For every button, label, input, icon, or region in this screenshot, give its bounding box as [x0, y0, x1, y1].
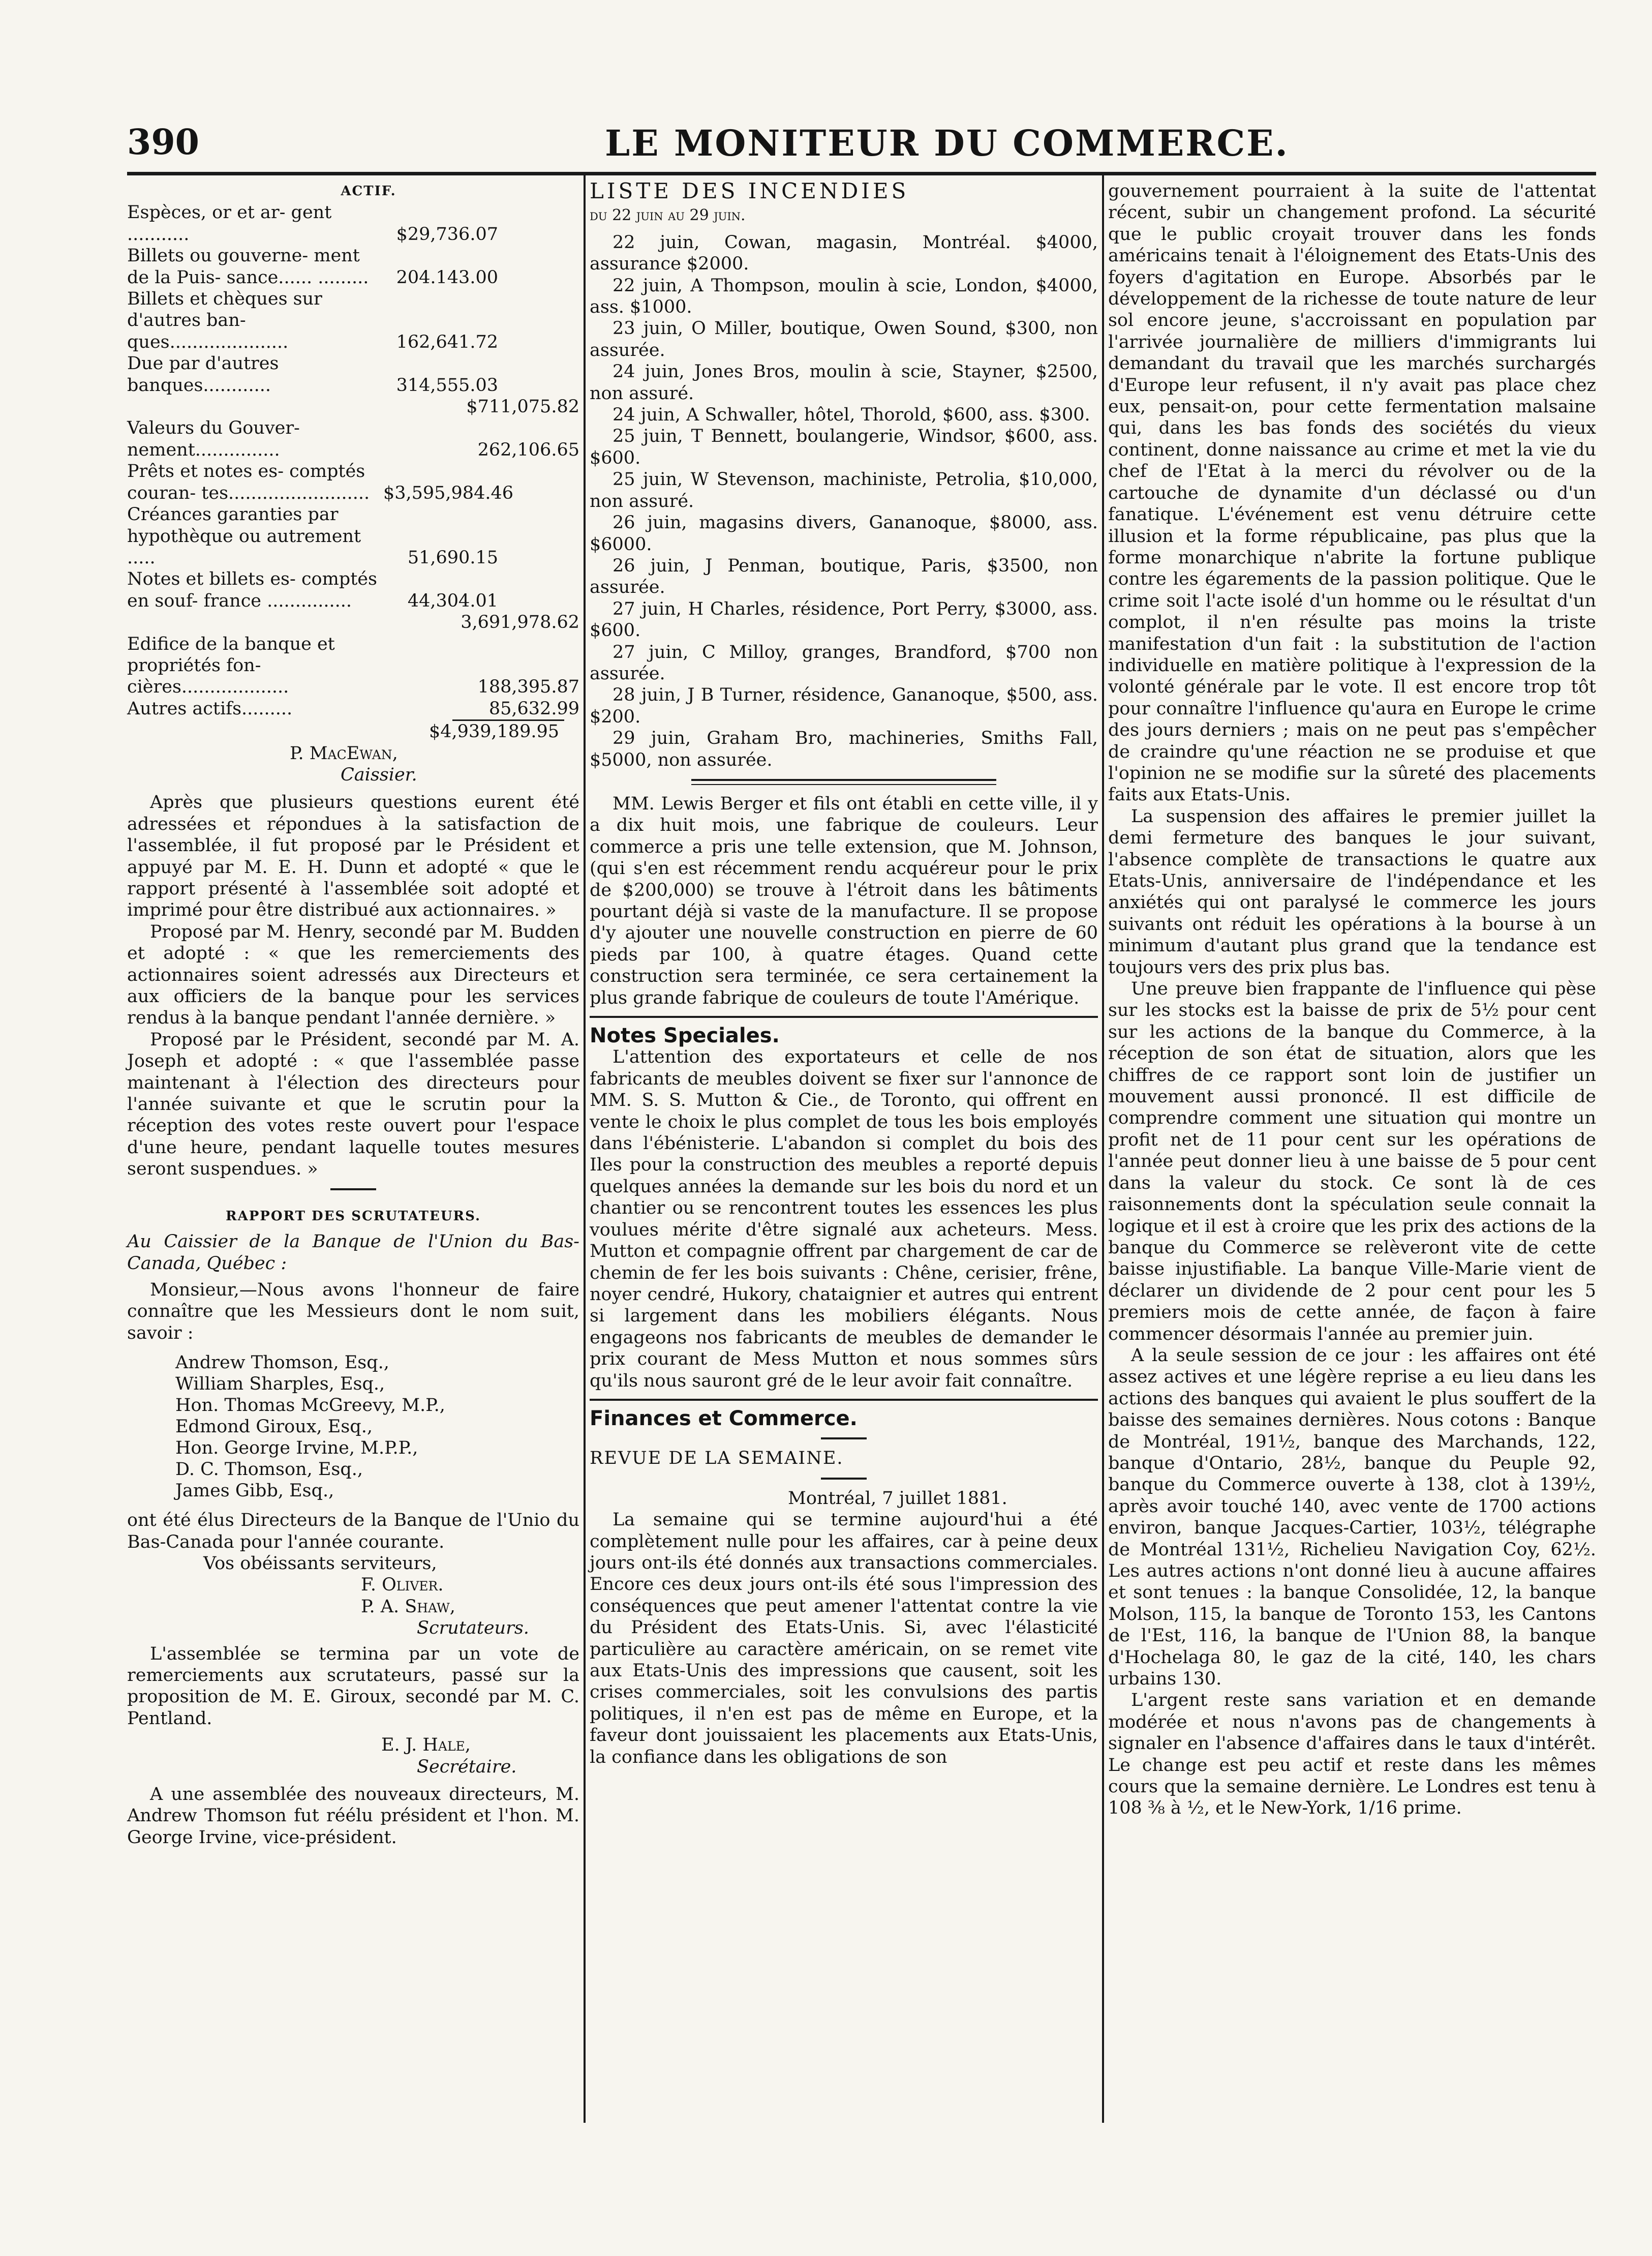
section-rule [821, 1478, 867, 1480]
newspaper-title: LE MONITEUR DU COMMERCE. [605, 122, 1289, 164]
section-rule [330, 1188, 376, 1190]
dateline: Montréal, 7 juillet 1881. [788, 1488, 1007, 1509]
column-2 [590, 178, 1098, 1768]
fire-entry: 27 juin, H Charles, résidence, Port Perry, $3000, ass. $600. [590, 598, 1098, 641]
column-1 [127, 181, 579, 1848]
notes-speciales-title: Notes Speciales. [590, 1024, 780, 1048]
signature-shaw: P. A. Shaw, [361, 1596, 455, 1617]
paragraph: gouvernement pourraient à la suite de l'attentat récent, subir un changement profond. La sécurité que le public croyait trouver dans les fonds américains tenait à l'éloignement des Etats-Unis des foyers d'agitation en Europe. Absorbés par le développement de la richesse de toute nature de leur sol encore jeune, s'accroissant en population par l'arrivée journalière de milliers d'immigrants lui demandant du travail que les marchés surchargés d'Europe leur refusent, il n'y avait pas place chez eux, pensait-on, pour cette fermentation malsaine qui, dans les bas fonds des sociétés du vieux continent, donne naissance au crime et met la vie du chef de l'Etat à la merci du révolver ou de la cartouche de dynamite d'un déclassé ou d'un fanatique. L'événement est venu détruire cette illusion et la forme républicaine, pas plus que la forme monarchique n'abrite la fortune publique contre les égarements de la passion politique. Que le crime soit l'acte isolé d'un homme ou le résultat d'un complot, il n'en résulte pas moins la triste manifestation d'un fait : la substitution de l'action individuelle en matière politique à l'expression de la volonté générale par le vote. Il est encore trop tôt pour connaître l'influence qu'aura en Europe le crime des jours derniers ; mais on ne peut pas s'empêcher de craindre qu'une réaction ne se produise et que l'opinion ne se modifie sur la sûreté des placements faits aux Etats-Unis. [1108, 181, 1596, 805]
paragraph: L'attention des exportateurs et celle de nos fabricants de meubles doivent se fixer sur l'annonce de MM. S. S. Mutton & Cie., de Toronto, qui offrent en vente le choix le plus complet de tous les bois employés dans l'ébénisterie. L'abandon si complet du bois des Iles pour la construction des meubles a reporté depuis quelques années la demande sur les bois du nord et un chantier ou se rencontrent toutes les essences les plus voulues mérite d'être signalé aux acheteurs. Mess. Mutton et compagnie offrent par chargement de car de chemin de fer les bois suivants : Chêne, cerisier, frêne, noyer cendré, Hukory, chataignier et autres qui entrent si largement dans les mobiliers élégants. Nous engageons nos fabricants de meubles de demander le prix courant de Mess Mutton et nous sommes sûrs qu'ils nous sauront gré de le leur avoir fait connaître. [590, 1047, 1098, 1391]
financial-row: 3,691,978.62 [461, 612, 579, 633]
incendies-title: LISTE DES INCENDIES [590, 178, 909, 203]
paragraph: Une preuve bien frappante de l'influence qui pèse sur les stocks est la baisse de prix de 5½ pour cent sur les actions de la banque du Commerce, à la réception de son état de situation, alors que les chiffres de ce rapport sont loin de justifier un mouvement aussi prononcé. Il est difficile de comprendre comment une situation qui montre un profit net de 11 pour cent sur les opérations de l'année peut donner lieu à une baisse de 5 pour cent dans la valeur du stock. Ce sont là de ces raisonnements dont la spéculation seule connait la logique et il est à croire que les prix des actions de la banque du Commerce se relèveront vite de cette baisse injustifiable. La banque Ville-Marie vient de déclarer un dividende de 2 pour cent pour les 5 premiers mois de cette année, de façon à faire commencer désormais l'année au premier juin. [1108, 979, 1596, 1344]
financial-row: Billets ou gouverne- ment de la Puis- sance...... ......... 204.143.00 [127, 246, 498, 288]
financial-row: Valeurs du Gouver- nement............... 262,106.65 [127, 418, 579, 460]
financial-row: Edifice de la banque et propriétés fon- cières................... 188,395.87 [127, 634, 579, 698]
paragraph: A une assemblée des nouveaux directeurs, M. Andrew Thomson fut réélu président et l'hon. M. George Irvine, vice-président. [127, 1784, 579, 1848]
signature-name: P. MacEwan, [290, 743, 398, 764]
paragraph: Monsieur,—Nous avons l'honneur de faire connaître que les Messieurs dont le nom suit, savoir : [127, 1279, 579, 1343]
financial-row: Billets et chèques sur d'autres ban- ques..................... 162,641.72 [127, 289, 498, 352]
section-double-rule [691, 779, 996, 785]
signature-scrutateurs: Scrutateurs. [417, 1618, 529, 1639]
column-3 [1108, 181, 1596, 1819]
paragraph: ont été élus Directeurs de la Banque de l'Unio du Bas-Canada pour l'année courante. [127, 1510, 579, 1552]
section-rule [821, 1437, 867, 1439]
fire-entry: 23 juin, O Miller, boutique, Owen Sound, $300, non assurée. [590, 318, 1098, 360]
servants-line: Vos obéissants serviteurs, [203, 1553, 437, 1574]
address-line: Au Caissier de la Banque de l'Union du Bas-Canada, Québec : [127, 1231, 579, 1274]
financial-row: Notes et billets es- comptés en souf- france ............... 44,304.01 [127, 569, 498, 611]
paragraph: Après que plusieurs questions eurent été adressées et répondues à la satisfaction de l'assemblée, il fut proposé par le Président et appuyé par M. E. H. Dunn et adopté « que le rapport présenté à l'assemblée soit adopté et imprimé pour être distribué aux actionnaires. » [127, 792, 579, 921]
fire-entry: 26 juin, magasins divers, Gananoque, $8000, ass. $6000. [590, 513, 1098, 555]
revue-title: REVUE DE LA SEMAINE. [590, 1448, 844, 1469]
director-name: Edmond Giroux, Esq., [175, 1417, 373, 1437]
fire-entry: 24 juin, Jones Bros, moulin à scie, Stayner, $2500, non assuré. [590, 362, 1098, 404]
financial-row: Prêts et notes es- comptés couran- tes......................... $3,595,984.46 [127, 461, 513, 503]
fire-entry: 22 juin, Cowan, magasin, Montréal. $4000, assurance $2000. [590, 232, 1098, 275]
paragraph: Proposé par le Président, secondé par M. A. Joseph et adopté : « que l'assemblée passe maintenant à l'élection des directeurs pour l'année suivante et que le scrutin pour la réception des votes reste ouvert pour l'espace d'une heure, pendant laquelle toutes mesures seront suspendues. » [127, 1029, 579, 1180]
fire-entry: 22 juin, A Thompson, moulin à scie, London, $4000, ass. $1000. [590, 275, 1098, 318]
section-rule [590, 1016, 1098, 1018]
finances-title: Finances et Commerce. [590, 1406, 858, 1430]
director-name: William Sharples, Esq., [175, 1374, 385, 1395]
fire-entry: 29 juin, Graham Bro, machineries, Smiths Fall, $5000, non assurée. [590, 728, 1098, 770]
page-number: 390 [127, 122, 199, 163]
paragraph: L'assemblée se termina par un vote de remerciements aux scrutateurs, passé sur la proposition de M. E. Giroux, secondé par M. C. Pentland. [127, 1643, 579, 1729]
section-rule [590, 1399, 1098, 1401]
actif-label: ACTIF. [341, 184, 396, 199]
column-divider-1 [584, 175, 586, 2123]
paragraph: La suspension des affaires le premier juillet la demi fermeture des banques le jour suivant, l'absence complète de transactions le quatre aux Etats-Unis, anniversaire de l'indépendance et les anxiétés qui ont paralysé le commerce les jours suivants ont réduit les opérations à la bourse à un minimum d'autant plus grand que la tendance est toujours vers des prix plus bas. [1108, 806, 1596, 978]
signature-oliver: F. Oliver. [361, 1575, 444, 1596]
financial-row: Créances garanties par hypothèque ou autrement ..... 51,690.15 [127, 504, 498, 568]
director-name: Andrew Thomson, Esq., [175, 1352, 389, 1373]
paragraph: La semaine qui se termine aujourd'hui a été complètement nulle pour les affaires, car à peine deux jours ont-ils été donnés aux transactions commerciales. Encore ces deux jours ont-ils été sous l'impression des conséquences que peut amener l'attentat contre la vie du Président des Etats-Unis. Si, avec l'élasticité particulière au caractère américain, on se remet vite aux Etats-Unis des impressions que causent, soit les crises commerciales, soit les convulsions des partis politiques, il n'en est pas de même en Europe, et la faveur dont jouissaient les placements aux Etats-Unis, la confiance dans les obligations de son [590, 1510, 1098, 1767]
fire-entry: 27 juin, C Milloy, granges, Brandford, $700 non assurée. [590, 642, 1098, 684]
financial-row: $711,075.82 [466, 397, 579, 417]
signature-hale: E. J. Hale, [381, 1735, 471, 1756]
fire-entry: 25 juin, T Bennett, boulangerie, Windsor, $600, ass. $600. [590, 426, 1098, 468]
total-value: $4,939,189.95 [429, 721, 559, 742]
paragraph: Proposé par M. Henry, secondé par M. Budden et adopté : « que les remerciements des actionnaires soient adressés aux Directeurs et aux officiers de la banque pour les services rendus à la banque pendant l'année dernière. » [127, 921, 579, 1029]
director-name: D. C. Thomson, Esq., [175, 1459, 363, 1480]
paragraph: A la seule session de ce jour : les affaires ont été assez actives et une légère reprise a eu lieu dans les actions des banques qui avaient le plus souffert de la baisse des semaines dernières. Nous cotons : Banque de Montréal, 191½, banque des Marchands, 122, banque d'Ontario, 28½, banque du Peuple 92, banque du Commerce ouverte à 138, clot à 139½, après avoir touché 140, avec vente de 1700 actions environ, banque Jacques-Cartier, 103½, télégraphe de Montréal 131½, Richelieu Navigation Coy, 62½. Les autres actions n'ont donné lieu à aucune affaires et sont tenues : la banque Consolidée, 12, la banque Molson, 115, la banque de Toronto 153, les Cantons de l'Est, 116, la banque de l'Union 88, la banque d'Hochelaga 80, le gaz de la cité, 140, les chars urbains 130. [1108, 1345, 1596, 1690]
director-name: James Gibb, Esq., [175, 1481, 334, 1501]
fire-entry: 24 juin, A Schwaller, hôtel, Thorold, $600, ass. $300. [613, 405, 1090, 426]
financial-row: Espèces, or et ar- gent ........... $29,736.07 [127, 202, 498, 245]
incendies-subtitle: du 22 juin au 29 juin. [590, 206, 746, 225]
header-rule [127, 172, 1596, 175]
paragraph: MM. Lewis Berger et fils ont établi en cette ville, il y a dix huit mois, une fabrique de couleurs. Leur commerce a pris une telle extension, que M. Johnson, (qui s'en est récemment rendu acquéreur pour le prix de $200,000) se trouve à l'étroit dans les bâtiments pourtant déjà si vaste de la manufacture. Il se propose d'y ajouter une nouvelle construction en pierre de 60 pieds par 100, à quatre étages. Quand cette construction sera terminée, ce sera certainement la plus grande fabrique de couleurs de toute l'Amérique. [590, 793, 1098, 1008]
financial-row: Due par d'autres banques............ 314,555.03 [127, 353, 498, 396]
signature-secretaire: Secrétaire. [417, 1756, 517, 1777]
financial-row: Autres actifs......... 85,632.99 [127, 698, 579, 719]
signature-title: Caissier. [341, 764, 417, 785]
director-name: Hon. Thomas McGreevy, M.P., [175, 1395, 445, 1416]
director-name: Hon. George Irvine, M.P.P., [175, 1438, 418, 1459]
fire-entry: 28 juin, J B Turner, résidence, Gananoque, $500, ass. $200. [590, 685, 1098, 727]
fire-entry: 25 juin, W Stevenson, machiniste, Petrolia, $10,000, non assuré. [590, 469, 1098, 512]
director-names [127, 1352, 579, 1501]
paragraph: L'argent reste sans variation et en demande modérée et nous n'avons pas de changements à signaler en l'absence d'affaires dans le taux d'intérêt. Le change est peu actif et reste dans les mêmes cours que la semaine dernière. Le Londres est tenu à 108 ⅜ à ½, et le New-York, 1/16 prime. [1108, 1690, 1596, 1819]
rapport-heading: RAPPORT DES SCRUTATEURS. [225, 1208, 481, 1224]
page-header [127, 122, 1545, 163]
fire-entry: 26 juin, J Penman, boutique, Paris, $3500, non assurée. [590, 555, 1098, 598]
column-divider-2 [1102, 175, 1104, 2123]
